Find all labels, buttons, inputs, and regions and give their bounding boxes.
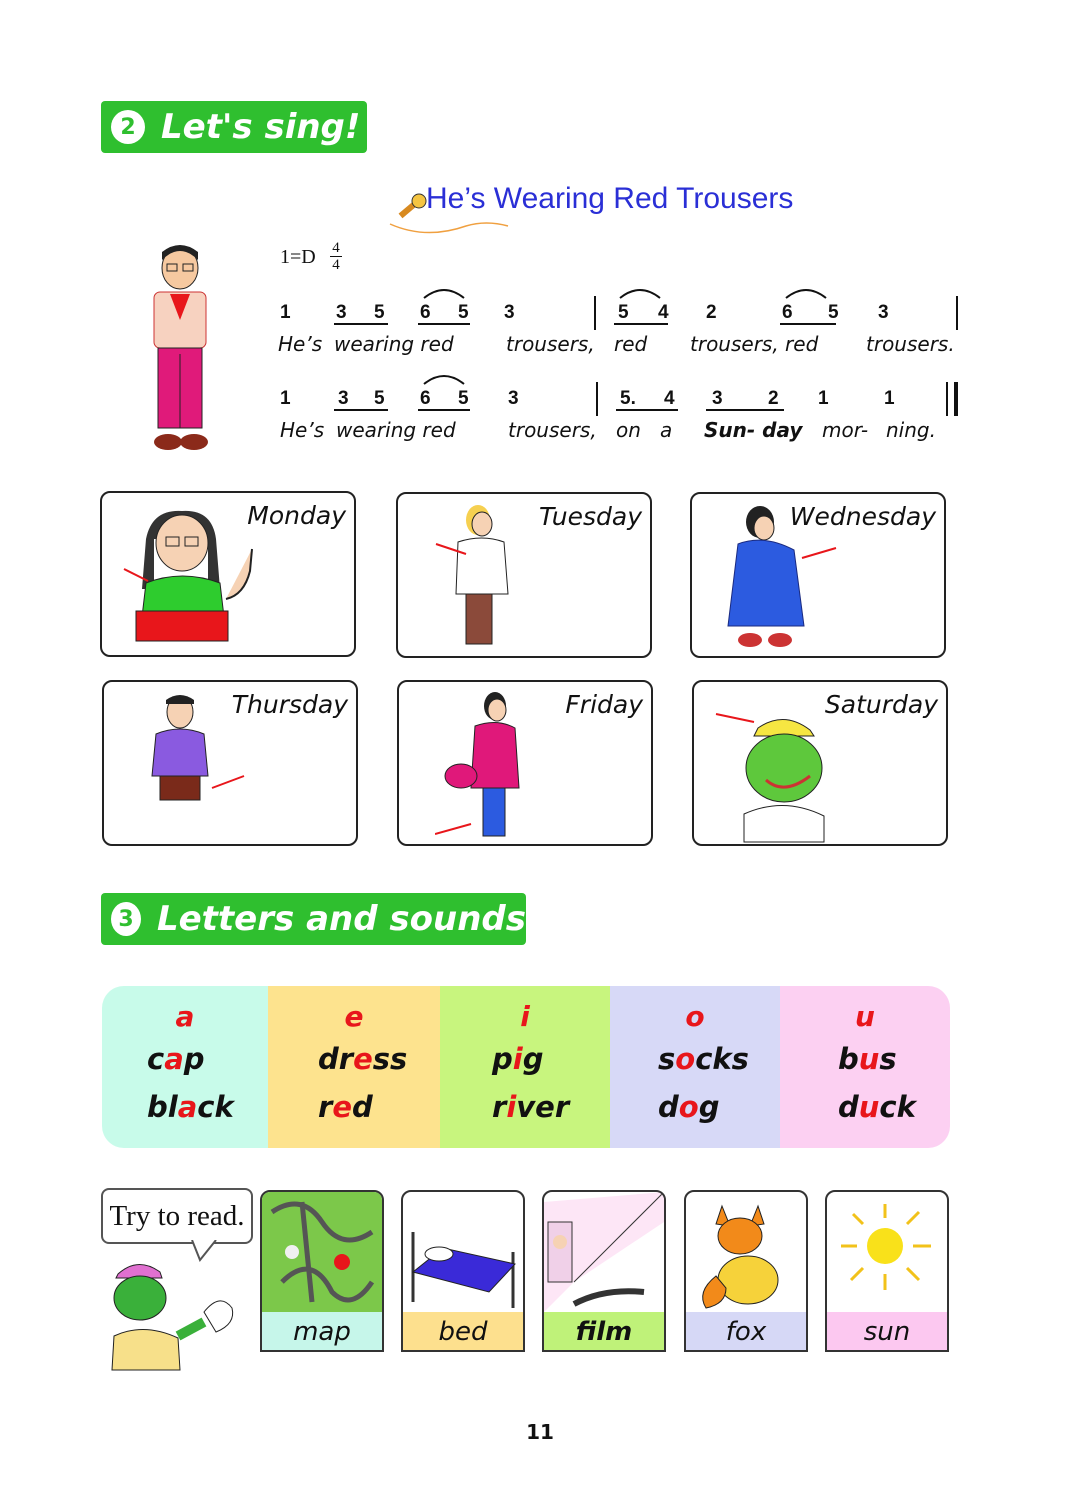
example-word — [147, 1042, 205, 1076]
example-word — [492, 1090, 569, 1124]
final-bar-line — [954, 382, 958, 416]
example-word — [838, 1042, 897, 1076]
letter-column-e — [268, 986, 440, 1148]
lyric: ning. — [886, 418, 936, 442]
film-icon — [544, 1192, 664, 1314]
note: 4 — [658, 302, 669, 323]
letter-column-o — [610, 986, 780, 1148]
word-vowel: i — [506, 1090, 517, 1124]
lyric: He’s — [280, 418, 325, 442]
picture-card-map — [260, 1190, 384, 1352]
example-word — [318, 1090, 373, 1124]
vowel-letter: o — [685, 1000, 705, 1033]
day-card-tuesday — [396, 492, 652, 658]
word-vowel: u — [858, 1090, 880, 1124]
note: 3 — [504, 302, 515, 323]
song-title: He’s Wearing Red Trousers — [426, 182, 794, 215]
word-vowel: a — [177, 1090, 198, 1124]
song-key: 1=D — [280, 246, 316, 268]
lyric: trousers. — [866, 332, 955, 356]
example-word — [658, 1090, 719, 1124]
note: 1 — [818, 388, 829, 409]
note: 3 — [336, 302, 347, 323]
map-icon — [262, 1192, 382, 1314]
boy-purple-sweater-illustration — [144, 690, 254, 846]
lyric: He’s — [278, 332, 323, 356]
letters-sounds-table — [102, 986, 950, 1148]
word-part: s — [658, 1042, 676, 1076]
note: 5 — [618, 302, 629, 323]
note: 3 — [712, 388, 723, 409]
word-part: r — [318, 1090, 333, 1124]
picture-card-sun — [825, 1190, 949, 1352]
picture-word: fox — [684, 1312, 808, 1352]
day-card-thursday — [102, 680, 358, 846]
note: 5 — [374, 388, 385, 409]
day-card-monday — [100, 491, 356, 657]
word-part: ck — [879, 1090, 916, 1124]
lyric: wearing red — [334, 332, 454, 356]
word-part: d — [658, 1090, 679, 1124]
word-part: d — [838, 1090, 859, 1124]
day-label: Thursday — [231, 690, 348, 719]
girl-green-top-illustration — [112, 499, 272, 655]
day-label: Wednesday — [789, 502, 936, 531]
vowel-letter: a — [175, 1000, 195, 1033]
word-part: dr — [318, 1042, 354, 1076]
time-signature — [330, 240, 342, 273]
word-part: r — [492, 1090, 507, 1124]
word-vowel: i — [512, 1042, 523, 1076]
day-label: Saturday — [824, 690, 938, 719]
note: 5 — [828, 302, 839, 323]
note: 6 — [420, 388, 431, 409]
word-part: cks — [695, 1042, 749, 1076]
note: 3 — [338, 388, 349, 409]
word-part: g — [698, 1090, 720, 1124]
word-part: s — [879, 1042, 897, 1076]
example-word — [658, 1042, 749, 1076]
word-part: ck — [197, 1090, 234, 1124]
section-number: 3 — [111, 902, 141, 936]
lyric: on — [616, 418, 641, 442]
sun-icon — [827, 1192, 947, 1314]
note: 6 — [420, 302, 431, 323]
day-label: Monday — [247, 501, 346, 530]
word-part: p — [492, 1042, 513, 1076]
vowel-letter: u — [855, 1000, 875, 1033]
example-word — [838, 1090, 916, 1124]
page-number: 11 — [526, 1420, 554, 1444]
vowel-letter: i — [520, 1000, 530, 1033]
line2-markings — [270, 370, 970, 416]
example-word — [147, 1090, 234, 1124]
word-part: b — [838, 1042, 859, 1076]
note: 5. — [620, 388, 636, 409]
speech-bubble: Try to read. — [101, 1188, 253, 1244]
girl-blue-coat-illustration — [718, 500, 848, 656]
letter-column-i — [440, 986, 610, 1148]
bed-icon — [403, 1192, 523, 1314]
letter-column-u — [780, 986, 950, 1148]
girl-white-sweater-illustration — [428, 498, 548, 658]
lyric: wearing red — [336, 418, 456, 442]
note: 1 — [280, 302, 291, 323]
picture-card-fox — [684, 1190, 808, 1352]
bar-line — [946, 382, 948, 416]
day-label: Tuesday — [539, 502, 642, 531]
note: 4 — [664, 388, 675, 409]
note: 3 — [878, 302, 889, 323]
lyric: red — [614, 332, 648, 356]
boy-illustration — [140, 242, 220, 458]
lyric: trousers, red — [690, 332, 819, 356]
lyric: mor- — [822, 418, 869, 442]
day-card-friday — [397, 680, 653, 846]
note: 3 — [508, 388, 519, 409]
section-number: 2 — [111, 110, 145, 144]
note: 1 — [884, 388, 895, 409]
word-part: c — [147, 1042, 165, 1076]
note: 2 — [768, 388, 779, 409]
section-title: Let's sing! — [161, 107, 361, 147]
section-title: Letters and sounds — [156, 899, 526, 939]
picture-word: sun — [825, 1312, 949, 1352]
bar-line — [956, 296, 958, 330]
line1-markings — [270, 284, 970, 330]
word-vowel: u — [858, 1042, 880, 1076]
lyric: trousers, — [508, 418, 597, 442]
note: 6 — [782, 302, 793, 323]
day-label: Friday — [565, 690, 643, 719]
picture-word: film — [542, 1312, 666, 1352]
note: 2 — [706, 302, 717, 323]
section-header-sing — [101, 101, 367, 153]
word-part: g — [522, 1042, 544, 1076]
bar-line — [594, 296, 596, 330]
word-vowel: o — [675, 1042, 696, 1076]
word-vowel: o — [678, 1090, 699, 1124]
note: 5 — [458, 388, 469, 409]
note: 5 — [458, 302, 469, 323]
word-vowel: e — [332, 1090, 352, 1124]
dinosaur-waving-illustration — [104, 1252, 244, 1372]
example-word — [318, 1042, 407, 1076]
word-part: ver — [516, 1090, 570, 1124]
lyric: a — [660, 418, 673, 442]
section-header-letters — [101, 893, 526, 945]
word-part: bl — [147, 1090, 178, 1124]
word-vowel: e — [353, 1042, 373, 1076]
picture-word: map — [260, 1312, 384, 1352]
vowel-letter: e — [344, 1000, 364, 1033]
dinosaur-cap-illustration — [714, 706, 834, 846]
note: 1 — [280, 388, 291, 409]
note: 5 — [374, 302, 385, 323]
word-vowel: a — [164, 1042, 184, 1076]
picture-card-film — [542, 1190, 666, 1352]
lyric: Sun- day — [704, 418, 803, 442]
bar-line — [596, 382, 598, 416]
day-card-saturday — [692, 680, 948, 846]
picture-card-bed — [401, 1190, 525, 1352]
picture-word: bed — [401, 1312, 525, 1352]
day-card-wednesday — [690, 492, 946, 658]
woman-pink-coat-illustration — [435, 688, 545, 848]
word-part: p — [183, 1042, 205, 1076]
time-bottom: 4 — [332, 257, 340, 273]
word-part: d — [351, 1090, 373, 1124]
example-word — [492, 1042, 543, 1076]
word-part: ss — [372, 1042, 408, 1076]
letter-column-a — [102, 986, 268, 1148]
time-top: 4 — [332, 240, 340, 256]
fox-icon — [686, 1192, 806, 1314]
lyric: trousers, — [506, 332, 595, 356]
